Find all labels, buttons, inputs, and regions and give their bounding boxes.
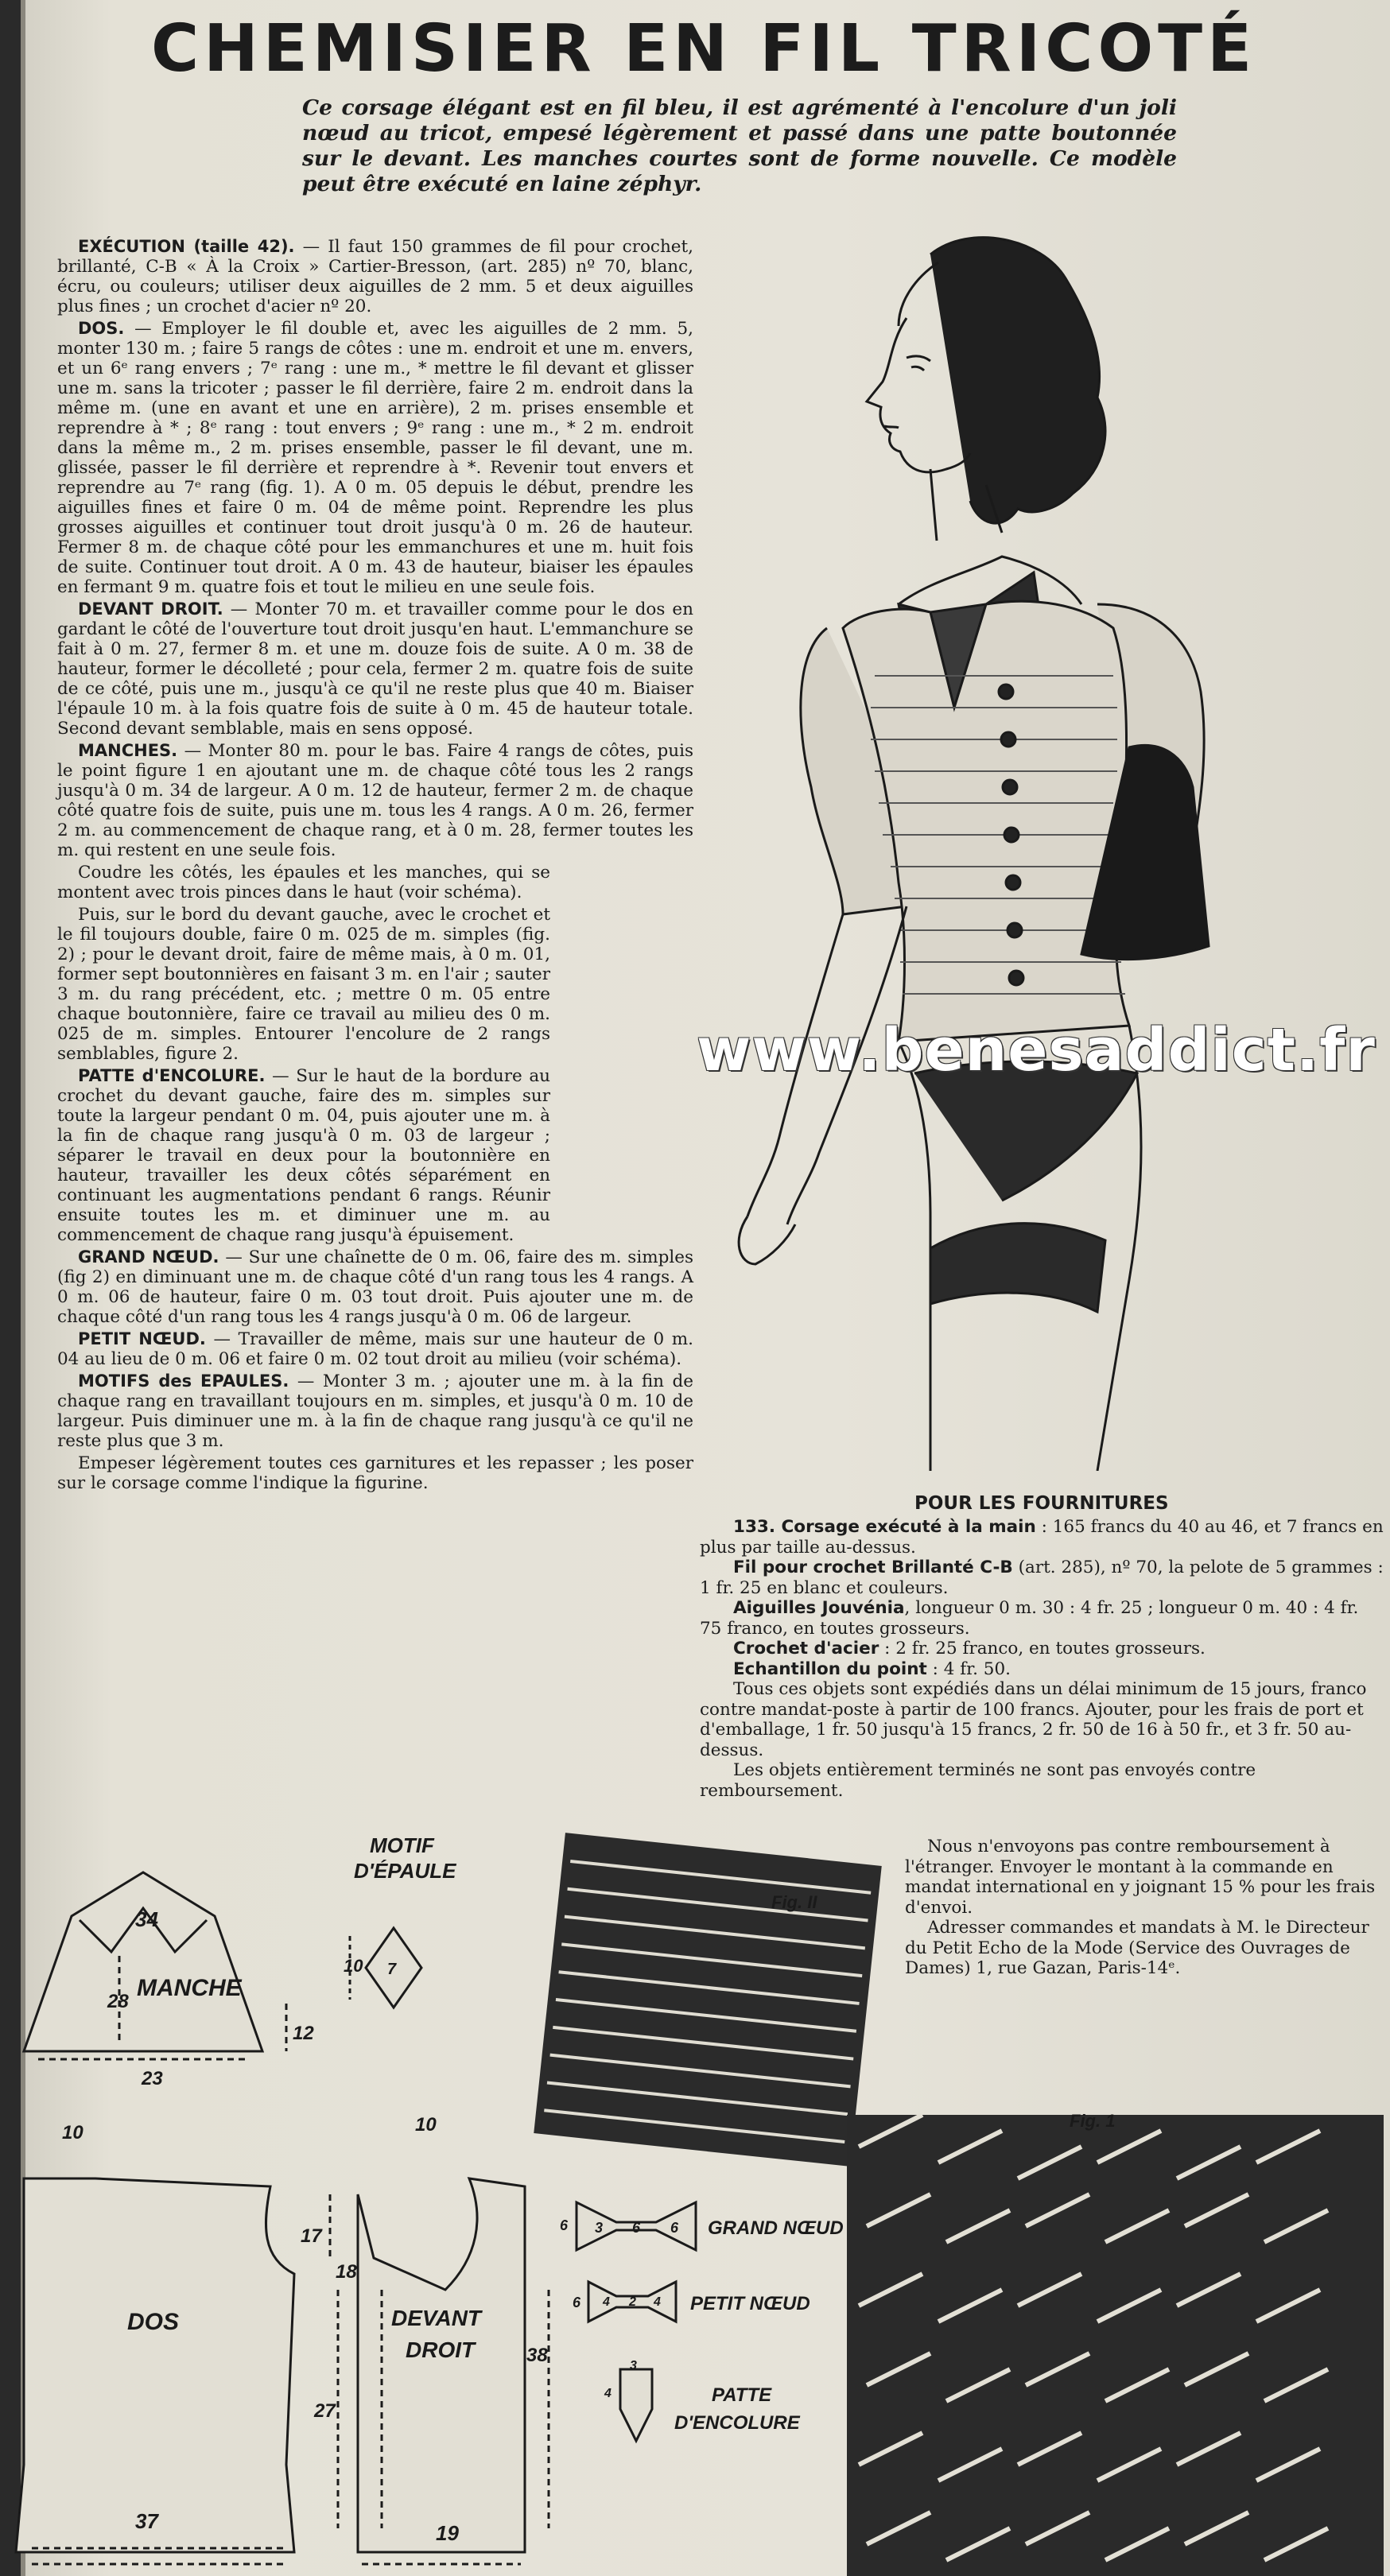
instruction-text: — Monter 80 m. pour le bas. Faire 4 rangs de côtes, puis le point figure 1 en ajoutant une m. de chaque côté tous les 2 rangs jusqu'à 0 m. 34 de largeur. A 0 m. 12 de hauteur, fermer 2 m. de chaque côté quatre fois de suite, puis une m. tous les 4 rangs. A 0 m. 26, fermer 2 m. au commencement de chaque rang, et à 0 m. 28, fermer toutes les m. qui restent en une seule fois.: [57, 741, 693, 860]
supply-item-name: Fil pour crochet Brillanté C-B: [733, 1558, 1013, 1577]
patte-label-2: D'ENCOLURE: [674, 2412, 800, 2434]
supply-item-text: : 2 fr. 25 franco, en toutes grosseurs.: [879, 1639, 1206, 1658]
instruction-text: — Monter 70 m. et travailler comme pour le dos en gardant le côté de l'ouverture tout droit jusqu'en haut. L'emmanchure se fait à 0 m. 27, fermer 8 m. et une m. douze fois de suite. A 0 m. 38 de hauteur, former le décolleté ; pour cela, fermer 2 m. quatre fois de suite de ce côté, puis une m., jusqu'à ce qu'il ne reste plus que 40 m. Biaiser l'épaule 10 m. à la fois quatre fois de suite à 0 m. 45 de hauteur totale. Second devant semblable, mais en sens opposé.: [57, 599, 694, 739]
devant-dim-armhole: 18: [336, 2261, 357, 2283]
supply-item-text: : 4 fr. 50.: [926, 1658, 1011, 1679]
instruction-text: Empeser légèrement toutes ces garnitures et les repasser ; les poser sur le corsage comme l'indique la figurine.: [57, 1453, 693, 1493]
grand-noeud-dim-b: 6: [632, 2220, 641, 2236]
supply-item-text: Les objets entièrement terminés ne sont pas envoyés contre remboursement.: [700, 1760, 1256, 1801]
supply-item-name: Crochet d'acier: [733, 1639, 879, 1658]
supply-line: [700, 1517, 1384, 1558]
supply-item-name: Echantillon du point: [733, 1658, 927, 1679]
instruction-heading: PETIT NŒUD.: [78, 1329, 206, 1348]
instruction-heading: MANCHES.: [78, 741, 178, 760]
instruction-heading: DOS.: [78, 319, 125, 338]
petit-noeud-dim-height: 6: [573, 2295, 581, 2310]
petit-noeud-label: PETIT NŒUD: [690, 2293, 810, 2314]
supply-item-name: 133. Corsage exécuté à la main: [733, 1517, 1036, 1537]
instruction-text: — Employer le fil double et, avec les aiguilles de 2 mm. 5, monter 130 m. ; faire 5 rangs de côtes : une m. endroit et une m. envers, et un 6ᵉ rang envers ; 7ᵉ rang : une m., * mettre le fil devant et glisser une m. sans la tricoter ; passer le fil derrière, faire 2 m. endroit dans la même m. (une en avant et une en arrière), 2 m. prises ensemble et reprendre à * ; 8ᵉ rang : tout envers ; 9ᵉ rang : une m., * 2 m. endroit dans la même m., 2 m. prises ensemble, passer le fil devant, une m. glissée, passer le fil derrière et reprendre à *. Revenir tout envers et reprendre au 7ᵉ rang (fig. 1). A 0 m. 05 depuis le début, prendre les aiguilles fines et faire 0 m. 04 de même point. Reprendre les plus grosses aiguilles et continuer tout droit jusqu'à 0 m. 26 de hauteur. Fermer 8 m. de chaque côté pour les emmanchures et une m. huit fois de suite. Continuer tout droit. A 0 m. 43 de hauteur, biaiser les épaules en fermant 9 m. quatre fois et tout le milieu en une seule fois.: [57, 319, 693, 597]
manche-dim-side: 12: [293, 2023, 314, 2044]
instruction-paragraph: [57, 1066, 550, 1245]
dos-label: DOS: [127, 2309, 180, 2335]
supply-note-paragraph: Nous n'envoyons pas contre remboursement à l'étranger. Envoyer le montant à la commande en mandat international en y joignant 15 % pour les frais d'envoi.: [905, 1837, 1376, 1918]
manche-diagram: [24, 1872, 286, 2059]
page-title: CHEMISIER EN FIL TRICOTÉ: [151, 11, 1257, 87]
instruction-text: Coudre les côtés, les épaules et les manches, qui se montent avec trois pinces dans le haut (voir schéma).: [57, 863, 550, 902]
dos-dim-side: 27: [314, 2400, 336, 2422]
instruction-paragraph: [57, 863, 550, 902]
petit-noeud-dim-b: 2: [629, 2295, 636, 2309]
pattern-diagrams: [0, 1813, 1390, 2576]
instruction-text: — Sur une chaînette de 0 m. 06, faire des m. simples (fig 2) en diminuant une m. de chaque côté d'un rang tous les 4 rangs. A 0 m. 06 de hauteur, faire 0 m. 03 tout droit. Puis ajouter une m. de chaque côté d'un rang tous les 4 rangs jusqu'à 0 m. 06 de largeur.: [57, 1247, 693, 1327]
watermark-url: www.benesaddict.fr: [697, 1016, 1376, 1084]
supply-line: [700, 1679, 1384, 1760]
grand-noeud-dim-c: 6: [670, 2220, 679, 2236]
supply-line: [700, 1639, 1384, 1659]
devant-dim-side: 38: [526, 2345, 548, 2366]
patte-dim-width: 3: [630, 2359, 637, 2372]
fig-2-label: Fig. II: [771, 1892, 817, 1912]
instruction-heading: DEVANT DROIT.: [78, 599, 223, 619]
supply-item-text: Tous ces objets sont expédiés dans un délai minimum de 15 jours, franco contre mandat-poste à partir de 100 francs. Ajouter, pour les frais de port et d'emballage, 1 fr. 50 jusqu'à 15 francs, 2 fr. 50 de 16 à 50 fr., et 3 fr. 50 au-dessus.: [700, 1679, 1367, 1760]
supply-item-text: (art. 285), nº 70, la pelote de 5 grammes : 1 fr. 25 en blanc et couleurs.: [700, 1558, 1384, 1598]
petit-noeud-dim-a: 4: [603, 2295, 610, 2309]
motif-dim-a: 10: [344, 1956, 363, 1976]
fig-2-swatch: [534, 1833, 882, 2167]
instruction-heading: PATTE d'ENCOLURE.: [78, 1066, 266, 1085]
supply-line: [700, 1598, 1384, 1639]
grand-noeud-label: GRAND NŒUD: [708, 2217, 844, 2239]
supply-line: [700, 1659, 1384, 1680]
instruction-text: — Monter 3 m. ; ajouter une m. à la fin de chaque rang en travaillant toujours en m. simples, et jusqu'à 0 m. 10 de largeur. Puis diminuer une m. à la fin de chaque rang jusqu'à ce qu'il ne reste plus que 3 m.: [57, 1371, 693, 1451]
supply-item-text: , longueur 0 m. 30 : 4 fr. 25 ; longueur 0 m. 40 : 4 fr. 75 franco, en toutes grosseurs.: [700, 1598, 1359, 1639]
manche-dim-width: 34: [135, 1907, 158, 1931]
supply-item-name: Aiguilles Jouvénia: [733, 1598, 905, 1618]
devant-label-1: DEVANT: [391, 2306, 482, 2330]
devant-dim-bottom: 19: [436, 2521, 459, 2545]
instruction-heading: EXÉCUTION (taille 42).: [78, 237, 295, 256]
intro-paragraph: Ce corsage élégant est en fil bleu, il est agrémenté à l'encolure d'un joli nœud au tricot, empesé légèrement et passé dans une patte boutonnée sur le devant. Les manches courtes sont de forme nouvelle. Ce modèle peut être exécuté en laine zéphyr.: [302, 95, 1177, 196]
fig-1-swatch: [847, 2115, 1384, 2576]
patte-label-1: PATTE: [712, 2384, 772, 2406]
instruction-text: — Il faut 150 grammes de fil pour crochet, brillanté, C-B « À la Croix » Cartier-Bresson, (art. 285) nº 70, blanc, écru, ou couleurs; utiliser deux aiguilles de 2 mm. 5 et deux aiguilles plus fines ; un crochet d'acier nº 20.: [57, 237, 694, 316]
grand-noeud-dim-height: 6: [560, 2217, 569, 2233]
instruction-text: — Sur le haut de la bordure au crochet du devant gauche, faire des m. simples sur toute la largeur pendant 0 m. 04, puis ajouter une m. à la fin de chaque rang jusqu'à 0 m. 03 de largeur ; séparer le travail en deux pour la boutonnière en hauteur, travailler les deux côtés séparément en continuant les augmentations pendant 6 rangs. Réunir ensuite toutes les m. et diminuer une m. au commencement de chaque rang jusqu'à épuisement.: [57, 1066, 550, 1245]
supplies-block: [700, 1517, 1384, 1801]
instruction-text: — Travailler de même, mais sur une hauteur de 0 m. 04 au lieu de 0 m. 06 et faire 0 m. 02 tout droit au milieu (voir schéma).: [57, 1329, 693, 1369]
manche-label: MANCHE: [137, 1975, 242, 2001]
manche-dim-bottom: 23: [142, 2068, 163, 2089]
dos-dim-bottom: 37: [135, 2509, 158, 2533]
supply-item-text: : 165 francs du 40 au 46, et 7 francs en plus par taille au-dessus.: [700, 1517, 1384, 1558]
patte-dim-height: 4: [604, 2387, 612, 2400]
instruction-heading: GRAND NŒUD.: [78, 1247, 219, 1267]
supply-note-paragraph: Adresser commandes et mandats à M. le Directeur du Petit Echo de la Mode (Service des Ouvrages de Dames) 1, rue Gazan, Paris-14ᵉ.: [905, 1918, 1369, 1978]
instruction-heading: MOTIFS des EPAULES.: [78, 1371, 289, 1391]
instruction-paragraph: [57, 905, 550, 1064]
fashion-illustration: [557, 231, 1352, 1471]
devant-dim-top: 10: [415, 2114, 437, 2136]
dos-dim-armhole: 17: [301, 2225, 322, 2247]
supply-line: [700, 1558, 1384, 1598]
supply-line: [700, 1760, 1384, 1801]
motif-label-2: D'ÉPAULE: [354, 1859, 456, 1883]
motif-label-1: MOTIF: [370, 1833, 434, 1857]
dos-dim-top: 10: [62, 2122, 83, 2143]
supplies-title: POUR LES FOURNITURES: [914, 1493, 1169, 1514]
instruction-text: Puis, sur le bord du devant gauche, avec le crochet et le fil toujours double, faire 0 m. 025 de m. simples (fig. 2) ; pour le devant droit, faire de même mais, à 0 m. 01, former sept boutonnières en faisant 3 m. en l'air ; sauter 3 m. du rang précédent, etc. ; mettre 0 m. 05 entre chaque boutonnière, faire ce travail au milieu des 0 m. 025 de m. simples. Entourer l'encolure de 2 rangs semblables, figure 2.: [57, 905, 550, 1064]
grand-noeud-dim-a: 3: [595, 2220, 604, 2236]
fig-1-label: Fig. 1: [1070, 2111, 1116, 2131]
motif-dim-b: 7: [387, 1961, 397, 1978]
manche-dim-height: 28: [107, 1991, 129, 2012]
devant-label-2: DROIT: [406, 2337, 476, 2362]
petit-noeud-dim-c: 4: [654, 2295, 661, 2309]
